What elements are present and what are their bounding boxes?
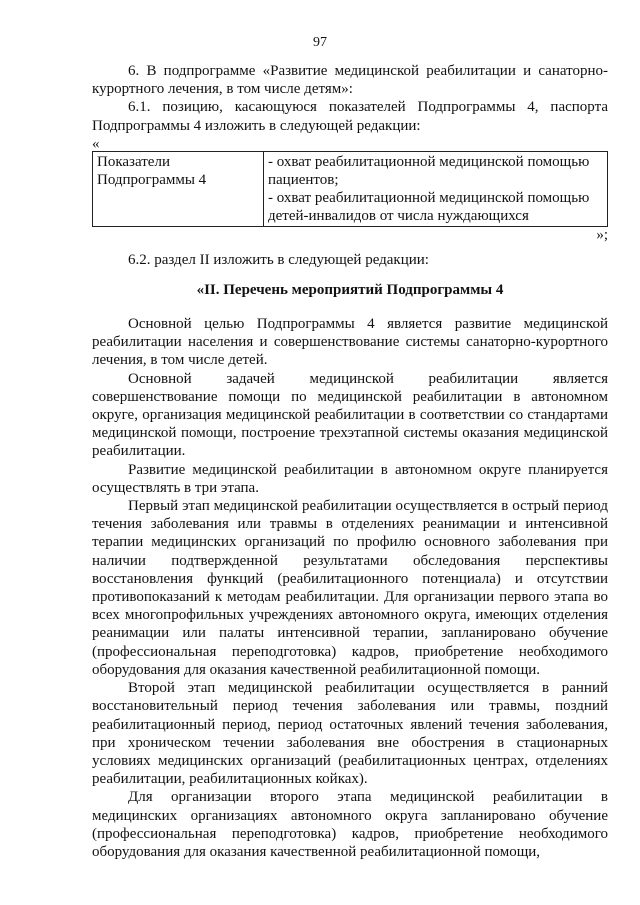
table-value-cell (264, 151, 608, 226)
body-paragraph: Основной задачей медицинской реабилитации является совершенствование помощи по медицинской реабилитации в автономном округе, организация медицинской реабилитации в соответствии со стандартами медицинской помощи, построение трехэтапной системы оказания медицинской реабилитации. (92, 370, 608, 460)
body-paragraph: Первый этап медицинской реабилитации осуществляется в острый период течения заболевания или травмы в отделениях реанимации и интенсивной терапии медицинских организаций по профилю основного заболевания при наличии подтвержденной результатами обследования перспективы восстановления функций (реабилитационного потенциала) и отсутствии противопоказаний к методам реабилитации. Для организации первого этапа во всех многопрофильных учреждениях автономного округа, имеющих отделения реанимации или палаты интенсивной терапии, запланировано обучение (профессиональная переподготовка) кадров, приобретение необходимого оборудования для оказания качественной реабилитационной помощи. (92, 498, 608, 678)
table-label: Показатели Подпрограммы 4 (97, 153, 207, 189)
closing-quote: »; (596, 226, 608, 243)
body-paragraph: Для организации второго этапа медицинской реабилитации в медицинских организациях автономного округа запланировано обучение (профессиональная переподготовка) кадров, приобретение необходимого оборудования для оказания качественной реабилитационной помощи, (92, 789, 608, 860)
section-paragraph: 6.2. раздел II изложить в следующей редакции: (128, 251, 429, 268)
body-paragraph: Развитие медицинской реабилитации в автономном округе планируется осуществлять в три этапа. (92, 461, 608, 496)
table-label-cell (93, 151, 264, 226)
intro-paragraph-1: 6. В подпрограмме «Развитие медицинской реабилитации и санаторно-курортного лечения, в том числе детям»: (92, 63, 608, 98)
opening-quote: « (92, 135, 100, 152)
body-paragraph: Второй этап медицинской реабилитации осуществляется в ранний восстановительный период течения заболевания или травмы, поздний реабилитационный период, период остаточных явлений течения заболевания, при хроническом течении заболевания вне обострения в стационарных условиях медицинских организаций (реабилитационных центрах, отделениях реабилитации, реабилитационных койках). (92, 680, 608, 788)
table-value-line: - охват реабилитационной медицинской помощью детей-инвалидов от числа нуждающихся (268, 190, 590, 225)
table-value-line: - охват реабилитационной медицинской помощью пациентов; (268, 153, 590, 189)
body-paragraph: Основной целью Подпрограммы 4 является развитие медицинской реабилитации населения и совершенствование системы санаторно-курортного лечения, в том числе детей. (92, 316, 608, 369)
page-number: 97 (313, 35, 327, 50)
section-heading: «II. Перечень мероприятий Подпрограммы 4 (196, 281, 504, 298)
document-content (92, 62, 608, 861)
intro-paragraph-2: 6.1. позицию, касающуюся показателей Подпрограммы 4, паспорта Подпрограммы 4 изложить в следующей редакции: (92, 99, 608, 134)
indicators-table (92, 151, 608, 227)
table-row (93, 151, 608, 226)
